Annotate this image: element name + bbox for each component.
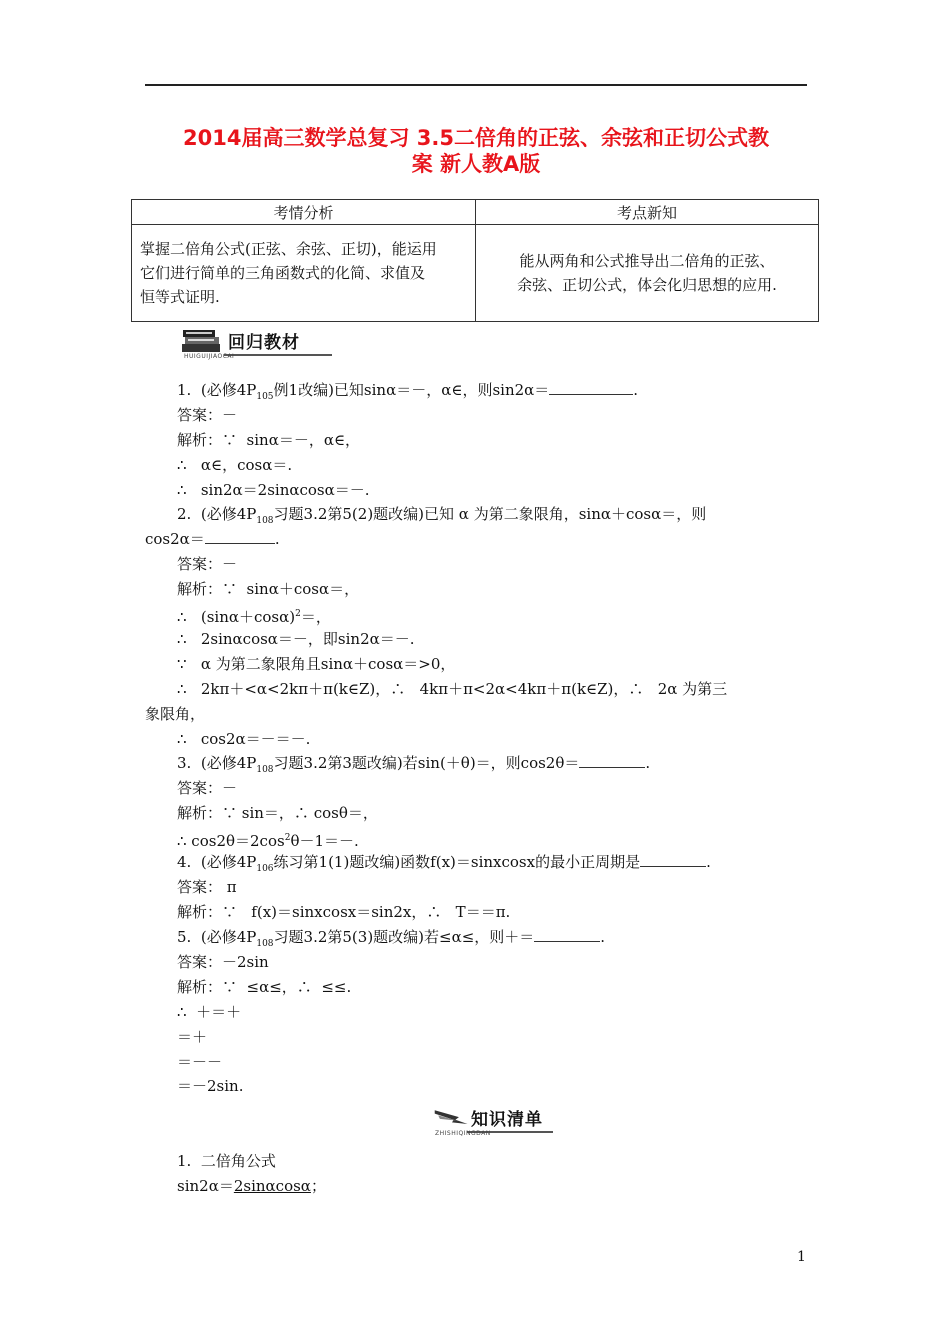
problem-1: 1. (必修$4P_{105}$例1改编)已知sinα＝－，α∈，则sin2α＝ . (177, 381, 639, 402)
problem-5: 5. (必修$4P_{108}$习题3.2第5(3)题改编)若≤α≤，则＋＝ . (177, 928, 606, 949)
table-cell-right (476, 225, 819, 322)
knowledge-formula: sin2α＝2sinαcosα； (177, 1177, 326, 1195)
problem-3: 3. (必修$4P_{108}$习题3.2第3题改编)若sin(＋θ)＝，则cos2θ＝ . (177, 754, 651, 775)
answer-blank (534, 927, 600, 942)
solution-line: ∴ $\cos 2\theta=2\cos^2\theta-1=-$. (177, 832, 359, 850)
answer: 答案：－ (177, 555, 238, 573)
solution-line: 解析：∵ sinα＝－，α∈， (177, 431, 361, 449)
solution-line: ∵ α 为第二象限角且sinα＋cosα＝>0， (177, 655, 456, 673)
section-banner-knowledge (433, 1103, 558, 1137)
answer-blank (579, 753, 645, 768)
arrow-pen-icon (433, 1103, 471, 1133)
problem-2-cont: cos2α＝ . (145, 530, 280, 548)
banner-sub: HUIGUIJIAOCAI (184, 353, 235, 360)
cell-left-line: 它们进行简单的三角函数式的化简、求值及 (140, 264, 426, 282)
solution-line: 解析：∵ ≤α≤，∴ ≤≤. (177, 978, 352, 996)
page-number: 1 (797, 1249, 806, 1265)
banner-rule (224, 354, 332, 356)
answer-blank (205, 529, 275, 544)
answer-blank (549, 380, 633, 395)
header-rule (145, 84, 807, 86)
answer: 答案： π (177, 878, 237, 896)
title-line-1: 2014届高三数学总复习 3.5二倍角的正弦、余弦和正切公式教 (183, 126, 769, 150)
solution-line: ∴ 2kπ＋<α<2kπ＋π(k∈Z)，∴ 4kπ＋π<2α<4kπ＋π(k∈Z)，∴ 2α 为第三 (177, 680, 728, 698)
knowledge-item: 1. 二倍角公式 (177, 1152, 276, 1170)
solution-line: ＝－2sin. (177, 1077, 244, 1095)
answer: 答案：－2sin (177, 953, 269, 971)
problem-2: 2. (必修$4P_{108}$习题3.2第5(2)题改编)已知 α 为第二象限角，sinα＋cosα＝，则 (177, 505, 707, 526)
solution-line: ∴ ＋＝＋ (177, 1003, 242, 1021)
solution-line: ∴ α∈，cosα＝. (177, 456, 293, 474)
banner-label: 知识清单 (471, 1110, 543, 1130)
table-head-left: 考情分析 (132, 200, 476, 225)
analysis-table (131, 199, 819, 322)
banner-label: 回归教材 (228, 333, 300, 353)
cell-left-line: 掌握二倍角公式(正弦、余弦、正切)，能运用 (140, 240, 437, 258)
books-icon (180, 326, 224, 356)
solution-line: 象限角， (145, 705, 206, 723)
solution-line: ＝－－ (177, 1053, 223, 1071)
solution-line: 解析：∵ sinα＋cosα＝， (177, 580, 360, 598)
problem-4: 4. (必修$4P_{106}$练习第1(1)题改编)函数f(x)＝sinxcosx的最小正周期是 . (177, 853, 711, 874)
answer: 答案：－ (177, 406, 238, 424)
solution-line: 解析：∵ f(x)＝sinxcosx＝sin2x，∴ T＝＝π. (177, 903, 511, 921)
table-head-right: 考点新知 (476, 200, 819, 225)
solution-line: 解析：∵ sin＝，∴ cosθ＝， (177, 804, 378, 822)
solution-line: ∴ 2sinαcosα＝－，即sin2α＝－. (177, 630, 415, 648)
cell-left-line: 恒等式证明. (140, 288, 220, 306)
solution-line: ∴ $(\sin\alpha+\cos\alpha)^2=$， (177, 608, 331, 626)
table-cell-left (132, 225, 476, 322)
title-line-2: 案 新人教A版 (411, 152, 541, 176)
answer-blank (640, 852, 706, 867)
solution-line: ∴ sin2α＝2sinαcosα＝－. (177, 481, 370, 499)
cell-right-line: 能从两角和公式推导出二倍角的正弦、 (519, 252, 775, 270)
section-banner-review (180, 326, 340, 360)
solution-line: ∴ cos2α＝－＝－. (177, 730, 311, 748)
solution-line: ＝＋ (177, 1028, 208, 1046)
cell-right-line: 余弦、正切公式，体会化归思想的应用. (517, 276, 777, 294)
answer: 答案：－ (177, 779, 238, 797)
banner-sub: ZHISHIQINGDAN (435, 1130, 491, 1137)
